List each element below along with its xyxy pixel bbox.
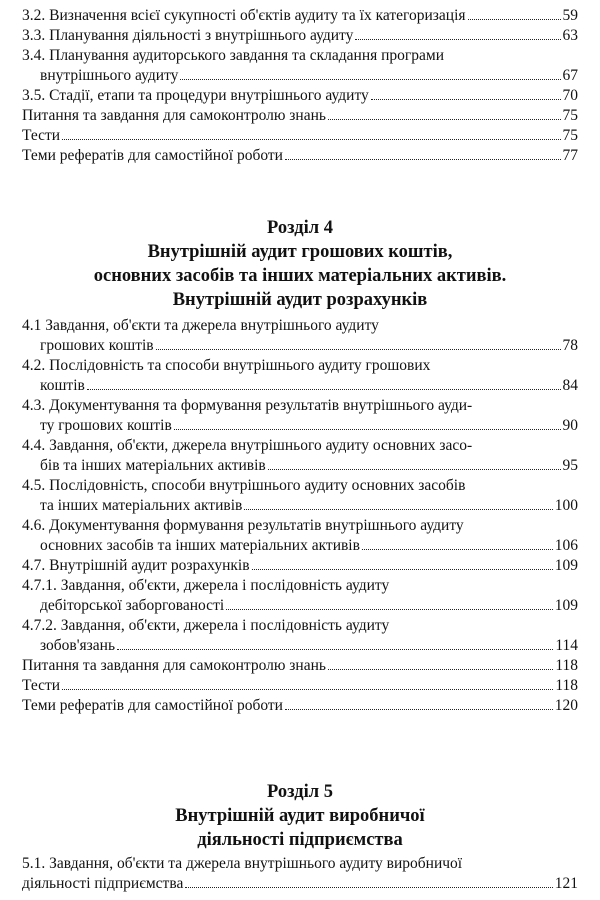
page-number: 67 [562,67,578,84]
page-number: 118 [555,657,578,674]
toc-entry-line [22,316,379,336]
dot-leader [62,689,553,690]
toc-entry-text: діяльності підприємства [22,875,184,892]
toc-entry-line [22,696,578,716]
toc-entry [0,46,600,86]
toc-entry-text: 4.7.1. Завдання, об'єкти, джерела і послідовність аудиту [22,577,390,594]
toc-entry [0,676,600,696]
dot-leader [174,429,561,430]
toc-entry-line [22,356,430,376]
toc-entry-line [22,86,578,106]
toc-entry-text: 4.2. Послідовність та способи внутрішнього аудиту грошових [22,357,431,374]
toc-entry-text: грошових коштів [40,337,154,354]
page-number: 109 [554,597,578,614]
toc-entry [0,656,600,676]
dot-leader [117,649,553,650]
toc-entry [0,516,600,556]
toc-entry-text: зобов'язань [40,637,116,654]
toc-entry-text: 3.3. Планування діяльності з внутрішнього аудиту [22,27,354,44]
toc-entry-line [40,456,578,476]
toc-entry-text: 5.1. Завдання, об'єкти та джерела внутрішнього аудиту виробничої [22,855,463,872]
toc-entry [0,26,600,46]
toc-entry-text: ту грошових коштів [40,417,172,434]
page-number: 109 [554,557,578,574]
section-subtitle-line: Внутрішній аудит грошових коштів, [147,242,453,262]
dot-leader [468,19,561,20]
toc-entry-line [22,576,389,596]
toc-entry-text: бів та інших матеріальних активів [40,457,266,474]
toc-entry-line [40,66,578,86]
dot-leader [268,469,561,470]
toc-entry [0,126,600,146]
dot-leader [226,609,553,610]
toc-entry-line [22,516,464,536]
toc-entry [0,476,600,516]
toc-entry [0,436,600,476]
toc-entry-line [40,336,578,356]
section-subtitle-line: Внутрішній аудит виробничої [175,806,425,826]
toc-entry-line [22,126,578,146]
toc-entry-text: Тести [22,677,61,694]
toc-entry-line [22,616,389,636]
toc-entry-text: 3.4. Планування аудиторського завдання та складання програми [22,47,445,64]
dot-leader [355,39,560,40]
toc-entry-text: 4.3. Документування та формування результатів внутрішнього ауди- [22,397,473,414]
toc-entry-text: Теми рефератів для самостійної роботи [22,147,283,164]
toc-entry-line [40,536,578,556]
page-number: 77 [562,147,578,164]
dot-leader [244,509,552,510]
dot-leader [371,99,561,100]
toc-entry-text: Тести [22,127,61,144]
page-number: 70 [562,87,578,104]
section-subtitle-line: діяльності підприємства [197,830,403,850]
toc-entry-text: коштів [40,377,85,394]
toc-entry-line [22,854,462,874]
toc-entry [0,576,600,616]
dot-leader [328,669,553,670]
toc-entry-text: 4.7.2. Завдання, об'єкти, джерела і послідовність аудиту [22,617,390,634]
toc-entry [0,146,600,166]
toc-entry-line [22,874,578,894]
dot-leader [285,709,553,710]
toc-entry [0,696,600,716]
page-number: 106 [554,537,578,554]
toc-entry-text: внутрішнього аудиту [40,67,179,84]
toc-entry-line [22,146,578,166]
toc-entry [0,356,600,396]
toc-entry-text: Питання та завдання для самоконтролю знань [22,107,326,124]
dot-leader [180,79,560,80]
toc-entry-line [22,436,472,456]
toc-entry-text: 4.6. Документування формування результатів внутрішнього аудиту [22,517,464,534]
toc-entry [0,86,600,106]
page-number: 120 [554,697,578,714]
toc-entry [0,396,600,436]
dot-leader [156,349,561,350]
dot-leader [252,569,553,570]
toc-entry-line [22,6,578,26]
toc-entry-line [22,26,578,46]
page-number: 100 [554,497,578,514]
toc-entry-text: 4.4. Завдання, об'єкти, джерела внутрішнього аудиту основних засо- [22,437,473,454]
page-number: 118 [555,677,578,694]
page-number: 75 [562,107,578,124]
toc-entry-line [22,556,578,576]
toc-entry-text: основних засобів та інших матеріальних активів [40,537,360,554]
toc-entry-text: 4.5. Послідовність, способи внутрішнього аудиту основних засобів [22,477,466,494]
toc-entry [0,106,600,126]
toc-entry-line [40,496,578,516]
toc-entry-line [40,636,578,656]
toc-entry-text: Питання та завдання для самоконтролю знань [22,657,326,674]
section-title: Розділ 5 [267,782,333,802]
page-number: 75 [562,127,578,144]
page-number: 114 [555,637,578,654]
toc-entry-line [22,476,465,496]
page-number: 59 [562,7,578,24]
page-number: 78 [562,337,578,354]
dot-leader [62,139,560,140]
page-number: 95 [562,457,578,474]
toc-entry-text: 4.1 Завдання, об'єкти та джерела внутрішнього аудиту [22,317,379,334]
page-number: 121 [554,875,578,892]
toc-entry [0,854,600,894]
toc-entry-line [40,596,578,616]
section-title: Розділ 4 [267,218,333,238]
page-number: 90 [562,417,578,434]
page-number: 84 [562,377,578,394]
toc-entry-line [22,676,578,696]
toc-entry [0,6,600,26]
toc-entry-text: та інших матеріальних активів [40,497,243,514]
toc-entry-text: Теми рефератів для самостійної роботи [22,697,283,714]
dot-leader [328,119,561,120]
toc-entry-line [22,396,472,416]
section-subtitle-line: Внутрішній аудит розрахунків [172,290,428,310]
toc-entry [0,556,600,576]
toc-entry [0,616,600,656]
toc-entry-text: 3.2. Визначення всієї сукупності об'єктів аудиту та їх категоризація [22,7,466,24]
page-number: 63 [562,27,578,44]
toc-entry-line [22,106,578,126]
toc-entry-line [40,376,578,396]
toc-entry-line [40,416,578,436]
dot-leader [87,389,561,390]
dot-leader [362,549,553,550]
toc-entry-text: дебіторської заборгованості [40,597,225,614]
toc-entry-line [22,656,578,676]
toc-entry-text: 3.5. Стадії, етапи та процедури внутрішнього аудиту [22,87,369,104]
dot-leader [285,159,561,160]
toc-entry-text: 4.7. Внутрішній аудит розрахунків [22,557,250,574]
dot-leader [185,887,552,888]
toc-entry-line [22,46,444,66]
section-subtitle-line: основних засобів та інших матеріальних активів. [93,266,507,286]
toc-entry [0,316,600,356]
